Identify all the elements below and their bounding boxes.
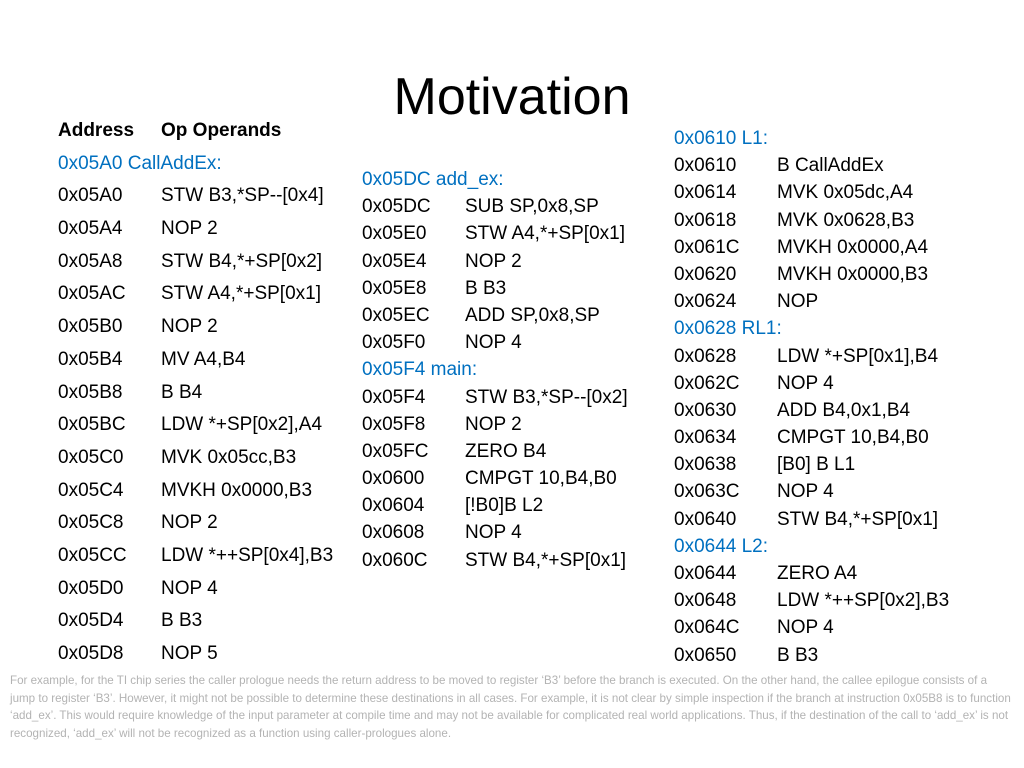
instruction-text: SUB SP,0x8,SP bbox=[465, 196, 599, 218]
instruction-text: NOP 5 bbox=[161, 643, 218, 664]
instruction-text: ZERO A4 bbox=[777, 563, 858, 584]
code-line bbox=[674, 179, 949, 206]
instruction-address: 0x05BC bbox=[58, 414, 126, 436]
code-line bbox=[58, 180, 333, 213]
code-line bbox=[674, 343, 949, 370]
instruction-text: MVKH 0x0000,B3 bbox=[161, 479, 313, 501]
instruction-address: 0x05FC bbox=[362, 440, 429, 462]
code-line bbox=[58, 213, 333, 246]
instruction-address: 0x060C bbox=[362, 549, 428, 571]
code-label: 0x05A0 CallAddEx: bbox=[58, 152, 222, 174]
code-line bbox=[58, 246, 333, 279]
code-line bbox=[58, 573, 333, 606]
code-line bbox=[58, 605, 333, 638]
instruction-address: 0x05D4 bbox=[58, 610, 124, 632]
instruction-address: 0x05E0 bbox=[362, 223, 427, 245]
instruction-address: 0x0638 bbox=[674, 454, 737, 476]
instruction-text: NOP 4 bbox=[465, 332, 522, 354]
instruction-text: MVKH 0x0000,B3 bbox=[777, 263, 929, 285]
instruction-text: ADD B4,0x1,B4 bbox=[777, 399, 911, 421]
footnote: For example, for the TI chip series the caller prologue needs the return address to be moved to register ‘B3’ before the branch is executed. On the other hand, the callee epilogue consists of a jump to register ‘B3’. However, it might not be possible to determine these destinations in all cases. For example, it is not clear by simple inspection if the branch at instruction 0x05B8 is to function ‘add_ex’. This would require knowledge of the input parameter at compile time and may not be available for complicated real world applications. Thus, if the destination of the call to ‘add_ex’ is not recognized, ‘add_ex’ will not be recognized as a function using caller-prologues alone. bbox=[10, 674, 1011, 740]
instruction-text: NOP 2 bbox=[161, 512, 218, 534]
instruction-text: MVK 0x05cc,B3 bbox=[161, 446, 297, 468]
code-line bbox=[674, 207, 949, 234]
instruction-address: 0x05F4 bbox=[362, 386, 426, 408]
instruction-text: NOP 4 bbox=[777, 372, 834, 394]
code-line bbox=[674, 587, 949, 614]
instruction-address: 0x05B4 bbox=[58, 348, 123, 370]
instruction-text: NOP 4 bbox=[777, 481, 834, 503]
instruction-text: STW B3,*SP--[0x4] bbox=[161, 185, 324, 207]
code-line bbox=[674, 261, 949, 288]
instruction-address: 0x05D8 bbox=[58, 643, 124, 664]
code-line bbox=[58, 409, 333, 442]
instruction-text: [B0] B L1 bbox=[777, 454, 856, 476]
instruction-text: NOP 2 bbox=[161, 316, 218, 338]
instruction-text: NOP bbox=[777, 291, 819, 313]
instruction-address: 0x0640 bbox=[674, 508, 737, 530]
instruction-address: 0x05E4 bbox=[362, 250, 427, 272]
instruction-address: 0x05C0 bbox=[58, 446, 124, 468]
instruction-text: NOP 2 bbox=[465, 413, 522, 435]
op-operands-header: Op Operands bbox=[161, 120, 282, 141]
instruction-text: CMPGT 10,B4,B0 bbox=[777, 427, 929, 449]
instruction-text: [!B0]B L2 bbox=[465, 495, 544, 517]
code-line bbox=[362, 465, 628, 492]
instruction-address: 0x0618 bbox=[674, 209, 737, 231]
code-label: 0x0610 L1: bbox=[674, 128, 769, 149]
instruction-text: STW A4,*+SP[0x1] bbox=[465, 223, 625, 245]
instruction-address: 0x05B8 bbox=[58, 381, 123, 403]
code-line bbox=[674, 152, 949, 179]
instruction-text: B B3 bbox=[777, 644, 819, 666]
code-line bbox=[674, 451, 949, 478]
instruction-address: 0x05F0 bbox=[362, 332, 426, 354]
instruction-address: 0x0628 bbox=[674, 345, 737, 367]
code-line bbox=[674, 560, 949, 587]
code-line bbox=[58, 442, 333, 475]
slide-title: Motivation bbox=[393, 68, 631, 126]
code-label: 0x0644 L2: bbox=[674, 535, 769, 557]
code-column-1 bbox=[58, 115, 333, 671]
instruction-text: LDW *++SP[0x4],B3 bbox=[161, 544, 334, 566]
code-line bbox=[362, 384, 628, 411]
code-line bbox=[58, 475, 333, 508]
instruction-text: STW A4,*+SP[0x1] bbox=[161, 283, 321, 305]
instruction-text: MVK 0x05dc,A4 bbox=[777, 182, 914, 204]
instruction-address: 0x0630 bbox=[674, 399, 737, 421]
instruction-text: STW B3,*SP--[0x2] bbox=[465, 386, 628, 408]
code-line bbox=[58, 311, 333, 344]
instruction-address: 0x0634 bbox=[674, 427, 737, 449]
code-line bbox=[58, 540, 333, 573]
instruction-address: 0x05A8 bbox=[58, 250, 123, 272]
instruction-address: 0x05A4 bbox=[58, 218, 123, 240]
instruction-address: 0x05C8 bbox=[58, 512, 124, 534]
instruction-address: 0x063C bbox=[674, 481, 740, 503]
code-line bbox=[362, 220, 628, 247]
code-line bbox=[58, 507, 333, 540]
code-line bbox=[674, 614, 949, 641]
instruction-text: MV A4,B4 bbox=[161, 348, 246, 370]
code-line bbox=[674, 424, 949, 451]
instruction-address: 0x061C bbox=[674, 236, 740, 258]
instruction-text: MVK 0x0628,B3 bbox=[777, 209, 915, 231]
instruction-address: 0x0604 bbox=[362, 495, 425, 517]
instruction-address: 0x0608 bbox=[362, 522, 425, 544]
instruction-address: 0x0600 bbox=[362, 468, 425, 490]
code-line bbox=[58, 638, 333, 671]
instruction-address: 0x05EC bbox=[362, 304, 430, 326]
code-label: 0x0628 RL1: bbox=[674, 318, 782, 340]
instruction-address: 0x0620 bbox=[674, 263, 737, 285]
code-line bbox=[674, 506, 949, 533]
code-line bbox=[674, 642, 949, 669]
instruction-text: STW B4,*+SP[0x1] bbox=[777, 508, 939, 530]
code-line bbox=[362, 519, 628, 546]
code-line bbox=[362, 302, 628, 329]
code-column-3 bbox=[674, 125, 949, 669]
code-line bbox=[674, 288, 949, 315]
instruction-text: NOP 2 bbox=[161, 218, 218, 240]
instruction-address: 0x062C bbox=[674, 372, 740, 394]
instruction-address: 0x064C bbox=[674, 617, 740, 639]
instruction-address: 0x0644 bbox=[674, 563, 737, 584]
instruction-address: 0x05DC bbox=[362, 196, 431, 218]
instruction-address: 0x05B0 bbox=[58, 316, 123, 338]
instruction-text: STW B4,*+SP[0x2] bbox=[161, 250, 323, 272]
instruction-text: B B3 bbox=[161, 610, 203, 632]
instruction-text: B CallAddEx bbox=[777, 155, 884, 177]
column-header bbox=[58, 115, 333, 148]
instruction-address: 0x0624 bbox=[674, 291, 737, 313]
instruction-text: MVKH 0x0000,A4 bbox=[777, 236, 929, 258]
code-line bbox=[362, 411, 628, 438]
instruction-text: ADD SP,0x8,SP bbox=[465, 304, 600, 326]
instruction-address: 0x0648 bbox=[674, 590, 737, 612]
instruction-text: B B3 bbox=[465, 277, 507, 299]
instruction-address: 0x0650 bbox=[674, 644, 737, 666]
code-line bbox=[674, 478, 949, 505]
code-line bbox=[362, 248, 628, 275]
instruction-address: 0x05E8 bbox=[362, 277, 427, 299]
address-header: Address bbox=[58, 120, 135, 141]
code-line bbox=[674, 370, 949, 397]
code-label: 0x05DC add_ex: bbox=[362, 169, 504, 190]
instruction-text: B B4 bbox=[161, 381, 203, 403]
instruction-text: NOP 4 bbox=[777, 617, 834, 639]
code-line bbox=[362, 193, 628, 220]
code-column-2 bbox=[362, 166, 628, 574]
code-line bbox=[674, 397, 949, 424]
instruction-text: STW B4,*+SP[0x1] bbox=[465, 549, 627, 571]
instruction-address: 0x05D0 bbox=[58, 577, 124, 599]
instruction-text: ZERO B4 bbox=[465, 440, 547, 462]
instruction-address: 0x0614 bbox=[674, 182, 737, 204]
instruction-text: CMPGT 10,B4,B0 bbox=[465, 468, 617, 490]
code-line bbox=[362, 492, 628, 519]
instruction-text: NOP 4 bbox=[161, 577, 218, 599]
instruction-text: LDW *++SP[0x2],B3 bbox=[777, 590, 950, 612]
instruction-text: NOP 2 bbox=[465, 250, 522, 272]
code-line bbox=[58, 278, 333, 311]
code-line bbox=[674, 234, 949, 261]
code-line bbox=[362, 329, 628, 356]
instruction-text: NOP 4 bbox=[465, 522, 522, 544]
code-line bbox=[362, 547, 628, 574]
instruction-address: 0x05F8 bbox=[362, 413, 426, 435]
instruction-text: LDW *+SP[0x2],A4 bbox=[161, 414, 323, 436]
instruction-text: LDW *+SP[0x1],B4 bbox=[777, 345, 939, 367]
instruction-address: 0x05C4 bbox=[58, 479, 124, 501]
code-line bbox=[58, 377, 333, 410]
instruction-address: 0x0610 bbox=[674, 155, 737, 177]
instruction-address: 0x05A0 bbox=[58, 185, 123, 207]
instruction-address: 0x05CC bbox=[58, 544, 127, 566]
code-label: 0x05F4 main: bbox=[362, 359, 478, 381]
instruction-address: 0x05AC bbox=[58, 283, 126, 305]
code-line bbox=[58, 344, 333, 377]
code-line bbox=[362, 438, 628, 465]
code-line bbox=[362, 275, 628, 302]
